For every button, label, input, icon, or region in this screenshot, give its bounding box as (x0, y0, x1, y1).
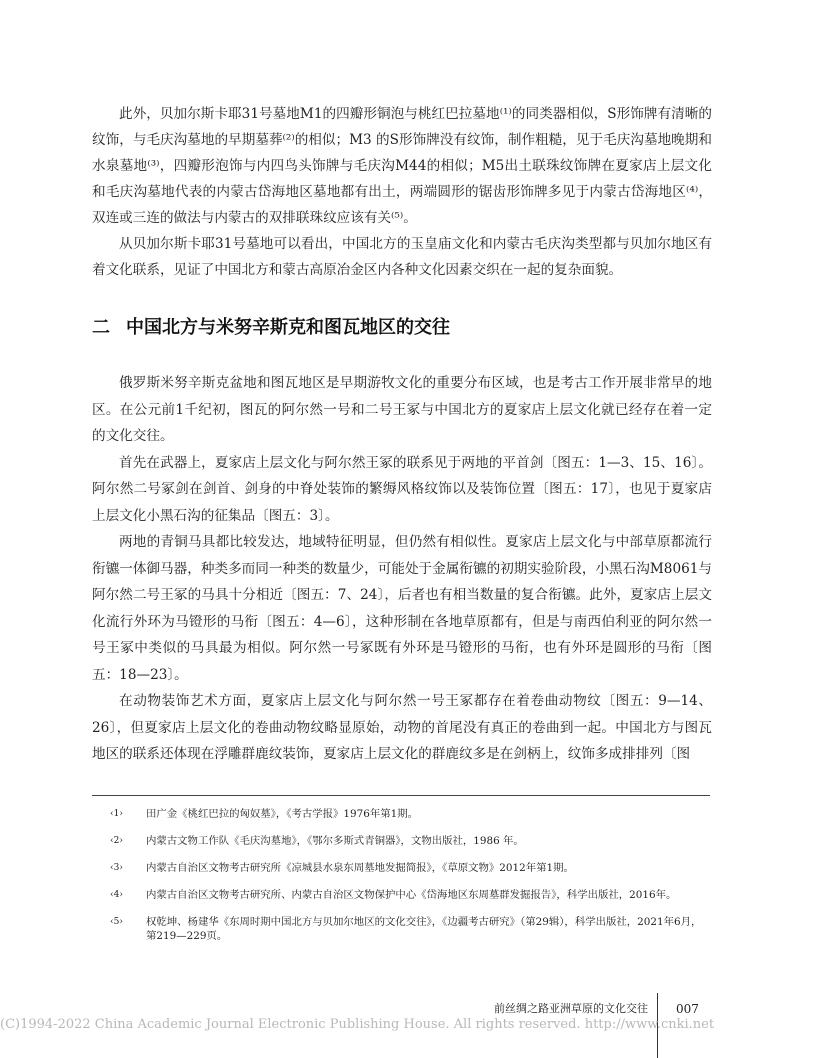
paragraph: 此外，贝加尔斯卡耶31号墓地M1的四瓣形铜泡与桃红巴拉墓地⁽¹⁾的同类器相似，S形饰牌有清晰的纹饰，与毛庆沟墓地的早期墓葬⁽²⁾的相似；M3 的S形饰牌没有纹饰，制作粗糙，见于毛庆沟墓地晚期和水泉墓地⁽³⁾，四瓣形泡饰与内四鸟头饰牌与毛庆沟M44的相似；M5出土联珠纹饰牌在夏家店上层文化和毛庆沟墓地代表的内蒙古岱海地区墓地都有出土，两端圆形的锯齿形饰牌多见于内蒙古岱海地区⁽⁴⁾，双连或三连的做法与内蒙古的双排联珠纹应该有关⁽⁵⁾。 (92, 106, 712, 226)
section-heading (92, 316, 712, 340)
paragraph: 从贝加尔斯卡耶31号墓地可以看出，中国北方的玉皇庙文化和内蒙古毛庆沟类型都与贝加尔地区有着文化联系，见证了中国北方和蒙古高原冶金区内各种文化因素交织在一起的复杂面貌。 (92, 236, 712, 278)
running-footer-title: 前丝绸之路亚洲草原的文化交往 (494, 1002, 648, 1015)
footnotes (92, 808, 710, 957)
footnote-mark: ‹1› (110, 809, 123, 819)
paragraph: 在动物装饰艺术方面，夏家店上层文化与阿尔然一号王冢都存在着卷曲动物纹〔图五：9—14、26〕，但夏家店上层文化的卷曲动物纹略显原始，动物的首尾没有真正的卷曲到一起。中国北方与图瓦地区的联系还体现在浮雕群鹿纹装饰，夏家店上层文化的群鹿纹多是在剑柄上，纹饰多成排排列〔图 (92, 693, 712, 762)
page-number: 007 (676, 1002, 699, 1016)
footnote-mark: ‹4› (110, 890, 123, 901)
section-1-text (92, 101, 712, 283)
paragraph: 首先在武器上，夏家店上层文化与阿尔然王冢的联系见于两地的平首剑〔图五：1—3、15、16〕。阿尔然二号冢剑在剑首、剑身的中脊处装饰的繁缛风格纹饰以及装饰位置〔图五：17〕，也见于夏家店上层文化小黑石沟的征集品〔图五：3〕。 (92, 454, 712, 524)
footnote-mark: ‹3› (110, 863, 123, 874)
footnote-text: 内蒙古自治区文物考古研究所、内蒙古自治区文物保护中心《岱海地区东周墓群发掘报告》，科学出版社，2016年。 (146, 889, 677, 902)
footnote-mark: ‹2› (110, 836, 123, 847)
footnote-text: 内蒙古文物工作队《毛庆沟墓地》，《鄂尔多斯式青铜器》，文物出版社，1986 年。 (146, 835, 524, 848)
paragraph: 两地的青铜马具都比较发达，地域特征明显，但仍然有相似性。夏家店上层文化与中部草原都流行衔镳一体御马器，种类多而同一种类的数量少，可能处于金属衔镳的初期实验阶段，小黑石沟M8061与阿尔然二号王冢的马具十分相近〔图五：7、24〕，后者也有相当数量的复合衔镳。此外，夏家店上层文化流行外环为马镫形的马衔〔图五：4—6〕，这种形制在各地草原都有，但是与南西伯利亚的阿尔然一号王冢中类似的马具最为相似。阿尔然一号冢既有外环是马镫形的马衔，也有外环是圆形的马衔〔图五：18—23〕。 (92, 534, 712, 683)
footnote-divider (92, 795, 710, 796)
section-title: 中国北方与米努辛斯克和图瓦地区的交往 (126, 317, 450, 338)
copyright-watermark: (C)1994-2022 China Academic Journal Electronic Publishing House. All rights reserved. http://www.cnki.net (0, 1017, 715, 1032)
footnote (92, 835, 710, 849)
section-number: 二 (92, 317, 110, 338)
footnote-text: 内蒙古自治区文物考古研究所《凉城县水泉东周墓地发掘简报》，《草原文物》2012年第1期。 (146, 862, 574, 875)
footnote-mark: ‹5› (110, 917, 123, 928)
footnote (92, 916, 710, 943)
footnote (92, 862, 710, 876)
footnote (92, 808, 710, 822)
paragraph: 俄罗斯米努辛斯克盆地和图瓦地区是早期游牧文化的重要分布区域，也是考古工作开展非常早的地区。在公元前1千纪初，图瓦的阿尔然一号和二号王冢与中国北方的夏家店上层文化就已经存在着一定的文化交往。 (92, 375, 712, 444)
section-2-text (92, 370, 712, 768)
footnote (92, 889, 710, 903)
footnote-text: 权乾坤、杨建华《东周时期中国北方与贝加尔地区的文化交往》，《边疆考古研究》（第29辑），科学出版社，2021年6月，第219—229页。 (146, 916, 702, 942)
footnote-text: 田广金《桃红巴拉的匈奴墓》，《考古学报》1976年第1期。 (146, 808, 419, 820)
